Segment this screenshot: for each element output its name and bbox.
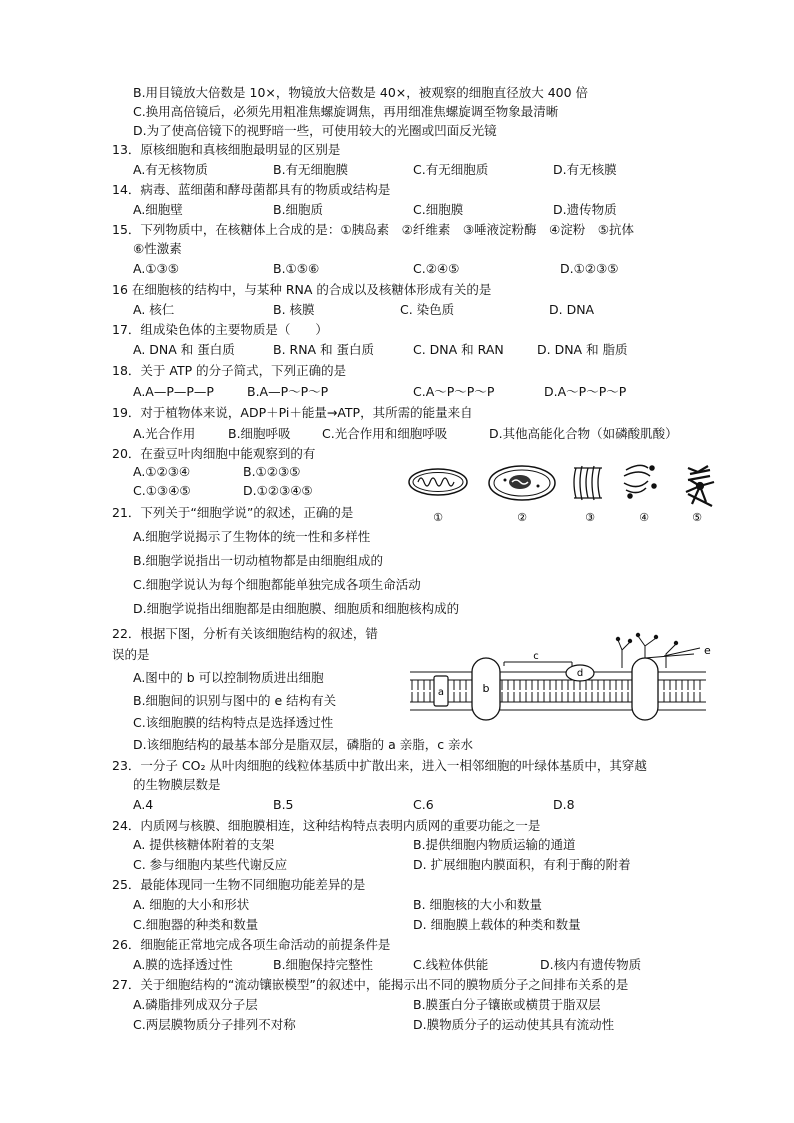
centriole-icon	[686, 466, 714, 506]
option-d: D.该细胞结构的最基本部分是脂双层，磷脂的 a 亲脂，c 亲水	[133, 737, 474, 752]
nucleus-icon	[489, 466, 555, 500]
organelle-label: ①	[433, 511, 443, 524]
option-a: A.有无核物质	[133, 162, 208, 177]
option-b: B.①⑤⑥	[273, 261, 320, 276]
option-line: C.换用高倍镜后，必须先用粗准焦螺旋调焦，再用细准焦螺旋调至物象最清晰	[133, 104, 559, 119]
option-a: A.光合作用	[133, 426, 196, 441]
option-b: B. RNA 和 蛋白质	[273, 342, 375, 357]
option-a: A.①③⑤	[133, 261, 179, 276]
option-a: A. 细胞的大小和形状	[133, 897, 250, 912]
option-d: D. 扩展细胞内膜面积，有利于酶的附着	[413, 857, 631, 872]
option-c: C.细胞学说认为每个细胞都能单独完成各项生命活动	[133, 577, 421, 592]
option-a: A.细胞学说揭示了生物体的统一性和多样性	[133, 529, 371, 544]
option-c: C.细胞器的种类和数量	[133, 917, 259, 932]
membrane-label-a: a	[437, 687, 445, 698]
option-d: D. 细胞膜上载体的种类和数量	[413, 917, 581, 932]
organelle-label: ②	[517, 511, 527, 524]
option-c: C.该细胞膜的结构特点是选择透过性	[133, 715, 334, 730]
option-b: B.有无细胞膜	[273, 162, 349, 177]
question-23-stem: 23．一分子 CO₂ 从叶肉细胞的线粒体基质中扩散出来，进入一相邻细胞的叶绿体基质中，其穿越	[112, 758, 647, 773]
question-22-stem-cont: 误的是	[112, 647, 150, 662]
option-c: C.细胞膜	[413, 202, 464, 217]
membrane-label-b: b	[482, 682, 490, 695]
question-26-stem: 26．细胞能正常地完成各项生命活动的前提条件是	[112, 937, 391, 952]
organelle-label: ④	[639, 511, 649, 524]
option-b: B.细胞学说指出一切动植物都是由细胞组成的	[133, 553, 384, 568]
question-17-stem: 17．组成染色体的主要物质是（ ）	[112, 322, 328, 337]
option-b: B.①②③⑤	[243, 464, 301, 479]
question-20-stem: 20．在蚕豆叶肉细胞中能观察到的有	[112, 446, 316, 461]
option-d: D.①②③④⑤	[243, 483, 313, 498]
option-b: B. 细胞核的大小和数量	[413, 897, 543, 912]
option-d: D.有无核膜	[553, 162, 617, 177]
option-a: A. 提供核糖体附着的支架	[133, 837, 275, 852]
question-24-stem: 24．内质网与核膜、细胞膜相连，这种结构特点表明内质网的重要功能之一是	[112, 818, 541, 833]
option-b: B.细胞质	[273, 202, 324, 217]
option-b: B. 核膜	[273, 302, 315, 317]
option-b: B.A—P～P～P	[247, 384, 329, 399]
option-c: C.6	[413, 797, 434, 812]
option-c: C.两层膜物质分子排列不对称	[133, 1017, 296, 1032]
organelle-label: ⑤	[692, 511, 702, 524]
option-a: A.图中的 b 可以控制物质进出细胞	[133, 670, 324, 685]
question-27-stem: 27．关于细胞结构的“流动镶嵌模型”的叙述中，能揭示出不同的膜物质分子之间排布关系的是	[112, 977, 629, 992]
option-a: A.膜的选择透过性	[133, 957, 233, 972]
option-d: D.核内有遗传物质	[540, 957, 642, 972]
option-d: D.8	[553, 797, 575, 812]
question-21-stem: 21．下列关于“细胞学说”的叙述，正确的是	[112, 505, 354, 520]
question-25-stem: 25．最能体现同一生物不同细胞功能差异的是	[112, 877, 366, 892]
option-d: D.膜物质分子的运动使其具有流动性	[413, 1017, 615, 1032]
lipid-bilayer	[410, 672, 706, 710]
question-19-stem: 19．对于植物体来说，ADP＋Pi＋能量→ATP，其所需的能量来自	[112, 405, 473, 420]
option-c: C.线粒体供能	[413, 957, 489, 972]
option-d: D. DNA 和 脂质	[537, 342, 628, 357]
option-c: C. DNA 和 RAN	[413, 342, 504, 357]
option-a: A.A—P—P—P	[133, 384, 214, 399]
option-c: C. 参与细胞内某些代谢反应	[133, 857, 288, 872]
question-18-stem: 18．关于 ATP 的分子简式，下列正确的是	[112, 363, 347, 378]
question-15-stem-cont: ⑥性激素	[133, 241, 182, 256]
option-c: C.②④⑤	[413, 261, 460, 276]
organelles-figure	[404, 456, 724, 528]
option-b: B.提供细胞内物质运输的通道	[413, 837, 576, 852]
option-d: D.其他高能化合物（如磷酸肌酸）	[489, 426, 678, 441]
option-c: C. 染色质	[400, 302, 455, 317]
option-c: C.①③④⑤	[133, 483, 191, 498]
membrane-label-d: d	[576, 668, 584, 679]
option-a: A.细胞壁	[133, 202, 183, 217]
option-b: B.膜蛋白分子镶嵌或横贯于脂双层	[413, 997, 601, 1012]
question-15-stem: 15．下列物质中，在核糖体上合成的是：①胰岛素 ②纤维素 ③唾液淀粉酶 ④淀粉 ⑤抗体	[112, 222, 634, 237]
membrane-label-e: e	[704, 644, 711, 657]
question-23-stem-cont: 的生物膜层数是	[133, 777, 221, 792]
option-d: D.A～P～P～P	[544, 384, 627, 399]
option-line: B.用目镜放大倍数是 10×，物镜放大倍数是 40×，被观察的细胞直径放大 400 倍	[133, 85, 589, 100]
option-b: B.5	[273, 797, 294, 812]
option-a: A.磷脂排列成双分子层	[133, 997, 258, 1012]
glycoprotein	[632, 658, 658, 720]
membrane-label-c: c	[533, 651, 539, 662]
question-14-stem: 14．病毒、蓝细菌和酵母菌都具有的物质或结构是	[112, 182, 391, 197]
option-c: C.光合作用和细胞呼吸	[322, 426, 448, 441]
mitochondrion-icon	[409, 469, 467, 495]
organelle-label: ③	[585, 511, 595, 524]
option-line: D.为了使高倍镜下的视野暗一些，可使用较大的光圈或凹面反光镜	[133, 123, 497, 138]
option-d: D. DNA	[549, 302, 595, 317]
option-b: B.细胞间的识别与图中的 e 结构有关	[133, 693, 337, 708]
cell-membrane-figure	[404, 632, 716, 742]
option-d: D.①②③⑤	[560, 261, 619, 276]
option-d: D.细胞学说指出细胞都是由细胞膜、细胞质和细胞核构成的	[133, 601, 460, 616]
option-b: B.细胞保持完整性	[273, 957, 374, 972]
question-22-stem: 22．根据下图，分析有关该细胞结构的叙述，错	[112, 626, 378, 641]
option-c: C.有无细胞质	[413, 162, 489, 177]
question-16-stem: 16 在细胞核的结构中，与某种 RNA 的合成以及核糖体形成有关的是	[112, 282, 492, 297]
option-d: D.遗传物质	[553, 202, 617, 217]
option-b: B.细胞呼吸	[228, 426, 291, 441]
option-c: C.A～P～P～P	[413, 384, 495, 399]
option-a: A. DNA 和 蛋白质	[133, 342, 235, 357]
question-13-stem: 13．原核细胞和真核细胞最明显的区别是	[112, 142, 341, 157]
option-a: A. 核仁	[133, 302, 175, 317]
golgi-apparatus-icon	[624, 465, 656, 498]
option-a: A.①②③④	[133, 464, 191, 479]
option-a: A.4	[133, 797, 154, 812]
golgi-stack-icon	[574, 466, 602, 500]
